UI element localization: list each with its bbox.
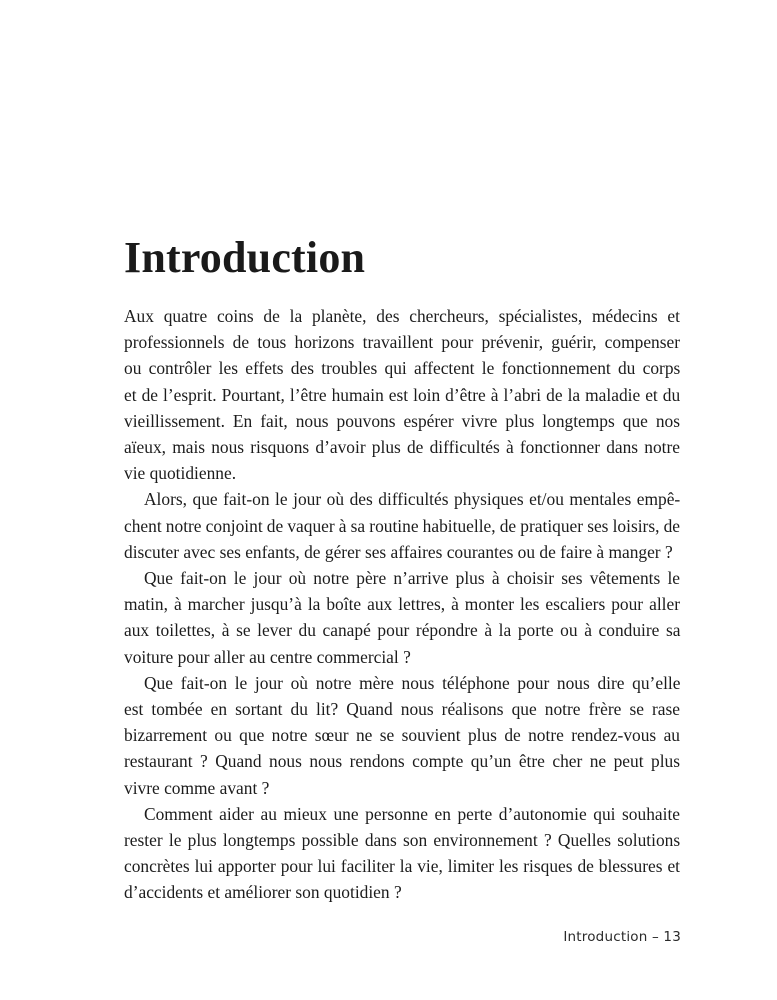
text-line: et de l’esprit. Pourtant, l’être humain est loin d’être à l’abri de la maladie et du bbox=[124, 384, 681, 405]
text-line: concrètes lui apporter pour lui faciliter la vie, limiter les risques de blessures et bbox=[124, 856, 680, 877]
paragraph-1 bbox=[124, 303, 680, 486]
body-text bbox=[124, 303, 680, 906]
text-line: professionnels de tous horizons travaillent pour prévenir, guérir, compenser bbox=[124, 332, 681, 353]
text-line: Alors, que fait-on le jour où des difficultés physiques et/ou mentales empê- bbox=[144, 489, 681, 510]
paragraph-2 bbox=[124, 486, 680, 565]
text-line: Aux quatre coins de la planète, des chercheurs, spécialistes, médecins et bbox=[124, 306, 680, 326]
text-line: aux toilettes, à se lever du canapé pour répondre à la porte ou à conduire sa bbox=[124, 620, 681, 641]
text-line: Que fait-on le jour où notre mère nous téléphone pour nous dire qu’elle bbox=[144, 672, 681, 693]
text-line: aïeux, mais nous risquons d’avoir plus de difficultés à fonctionner dans notre bbox=[124, 437, 680, 458]
text-line: ou contrôler les effets des troubles qui affectent le fonctionnement du corps bbox=[124, 358, 681, 379]
text-line: vieillissement. En fait, nous pouvons espérer vivre plus longtemps que nos bbox=[124, 410, 680, 431]
text-line: bizarrement ou que notre sœur ne se souvient plus de notre rendez-vous au bbox=[124, 725, 680, 746]
text-line: restaurant ? Quand nous nous rendons compte qu’un être cher ne peut plus bbox=[124, 751, 680, 772]
running-footer: Introduction – 13 bbox=[563, 929, 681, 945]
paragraph-4 bbox=[124, 670, 680, 801]
text-line: rester le plus longtemps possible dans son environnement ? Quelles solutions bbox=[124, 830, 681, 851]
text-line: Comment aider au mieux une personne en perte d’autonomie qui souhaite bbox=[144, 803, 680, 824]
text-line: vie quotidienne. bbox=[124, 463, 237, 484]
text-line: vivre comme avant ? bbox=[124, 777, 270, 798]
text-line: matin, à marcher jusqu’à la boîte aux lettres, à monter les escaliers pour aller bbox=[124, 594, 680, 615]
text-line: chent notre conjoint de vaquer à sa routine habituelle, de pratiquer ses loisirs, de bbox=[124, 515, 680, 536]
text-line: discuter avec ses enfants, de gérer ses affaires courantes ou de faire à manger ? bbox=[124, 541, 673, 562]
chapter-heading: Introduction bbox=[124, 233, 366, 282]
text-line: d’accidents et améliorer son quotidien ? bbox=[124, 882, 402, 903]
text-line: est tombée en sortant du lit? Quand nous réalisons que notre frère se rase bbox=[124, 699, 680, 720]
paragraph-5 bbox=[124, 801, 680, 906]
text-line: voiture pour aller au centre commercial ? bbox=[124, 646, 411, 667]
paragraph-3 bbox=[124, 565, 680, 670]
text-line: Que fait-on le jour où notre père n’arrive plus à choisir ses vêtements le bbox=[144, 568, 680, 589]
